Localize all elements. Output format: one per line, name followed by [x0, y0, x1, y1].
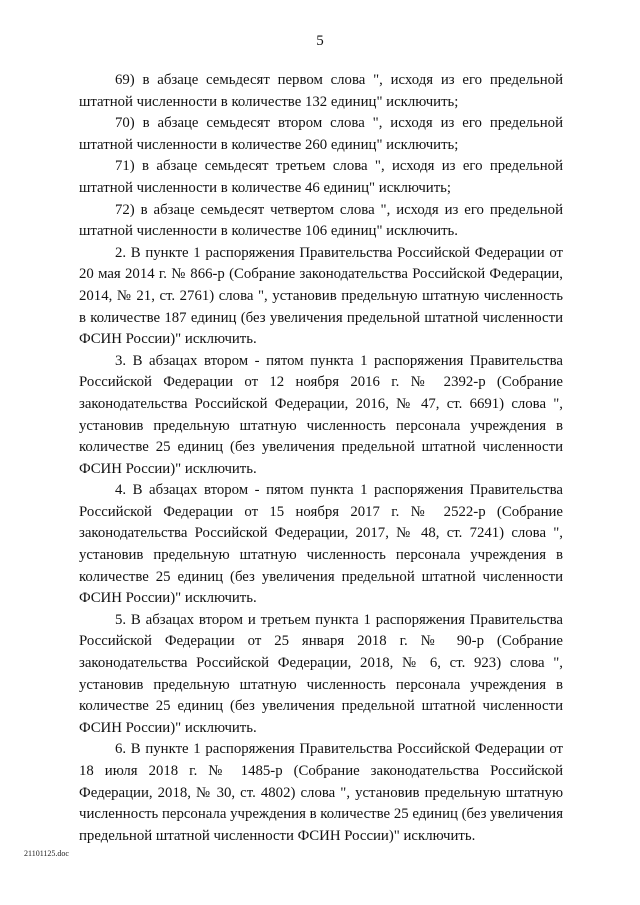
paragraph-point-2: 2. В пункте 1 распоряжения Правительства Российской Федерации от 20 мая 2014 г. № 866-р (Собрание законодательства Российской Федерации, 2014, № 21, ст. 2761) слова ", установив предельную штатную численность в количестве 187 единиц (без увеличения предельной штатной численности ФСИН России)" исключить.	[79, 244, 563, 348]
document-body	[79, 70, 563, 847]
page-number: 5	[316, 33, 324, 49]
footer-file-reference: 21101125.doc	[24, 849, 69, 858]
paragraph-item-71: 71) в абзаце семьдесят третьем слова ", исходя из его предельной штатной численности в количестве 46 единиц" исключить;	[79, 158, 563, 196]
paragraph-point-5: 5. В абзацах втором и третьем пункта 1 распоряжения Правительства Российской Федерации от 25 января 2018 г. № 90-р (Собрание законодательства Российской Федерации, 2018, № 6, ст. 923) слова ", установив предельную штатную численность персонала учреждения в количестве 25 единиц (без увеличения предельной штатной численности ФСИН России)" исключить.	[79, 611, 563, 736]
paragraph-item-72: 72) в абзаце семьдесят четвертом слова ", исходя из его предельной штатной численности в количестве 106 единиц" исключить.	[79, 201, 563, 240]
paragraph-point-6: 6. В пункте 1 распоряжения Правительства Российской Федерации от 18 июля 2018 г. № 1485-р (Собрание законодательства Российской Федерации, 2018, № 30, ст. 4802) слова ", установив предельную штатную численность персонала учреждения в количестве 25 единиц (без увеличения предельной штатной численности ФСИН России)" исключить.	[79, 741, 563, 844]
paragraph-point-3: 3. В абзацах втором - пятом пункта 1 распоряжения Правительства Российской Федерации от 12 ноября 2016 г. № 2392-р (Собрание законодательства Российской Федерации, 2016, № 47, ст. 6691) слова ", установив предельную штатную численность персонала учреждения в количестве 25 единиц (без увеличения предельной штатной численности ФСИН России)" исключить.	[79, 352, 563, 477]
paragraph-item-69: 69) в абзаце семьдесят первом слова ", исходя из его предельной штатной численности в количестве 132 единиц" исключить;	[79, 72, 563, 110]
paragraph-item-70: 70) в абзаце семьдесят втором слова ", исходя из его предельной штатной численности в количестве 260 единиц" исключить;	[79, 115, 563, 153]
paragraph-point-4: 4. В абзацах втором - пятом пункта 1 распоряжения Правительства Российской Федерации от 15 ноября 2017 г. № 2522-р (Собрание законодательства Российской Федерации, 2017, № 48, ст. 7241) слова ", установив предельную штатную численность персонала учреждения в количестве 25 единиц (без увеличения предельной штатной численности ФСИН России)" исключить.	[79, 482, 563, 607]
